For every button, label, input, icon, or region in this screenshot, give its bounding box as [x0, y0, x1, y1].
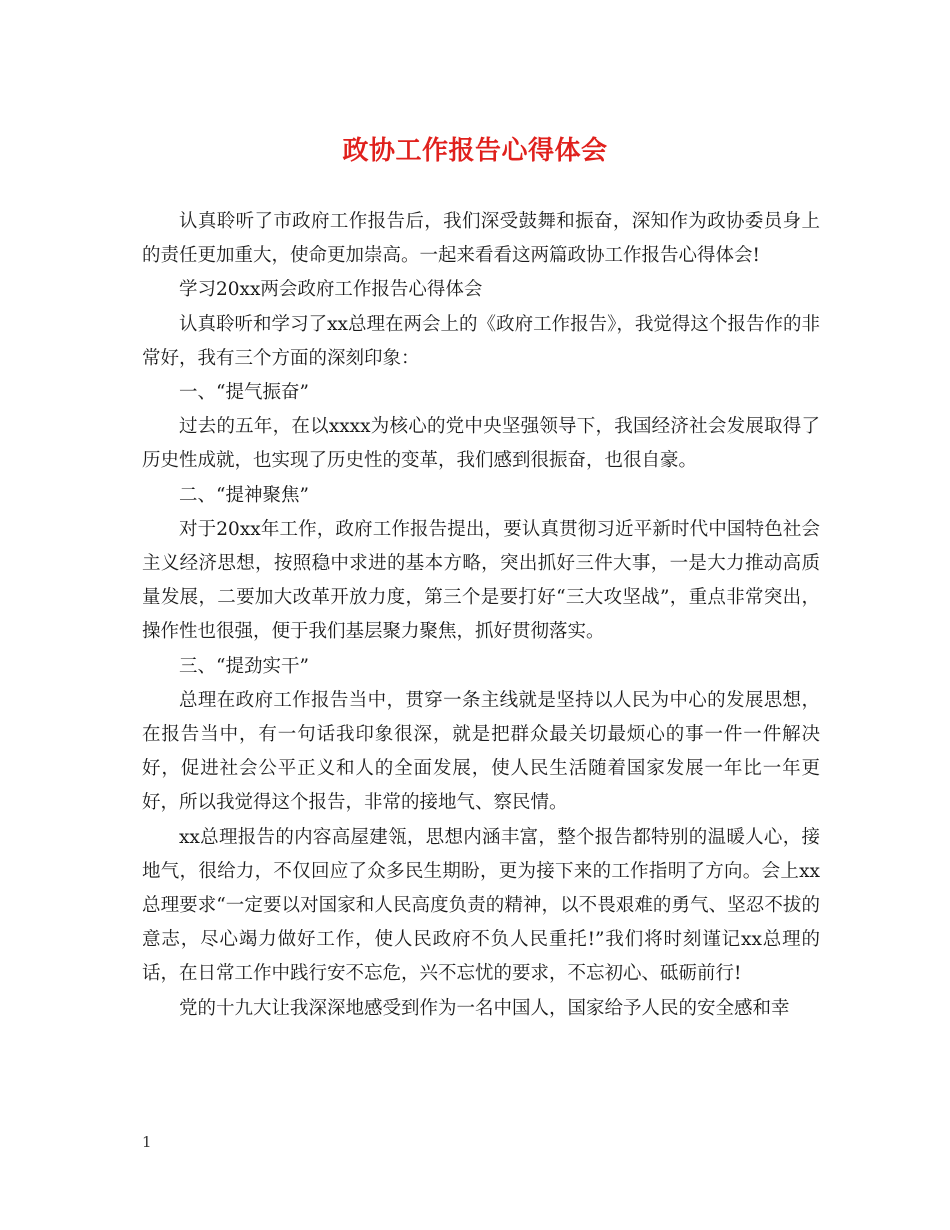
paragraph-premier-report: xx总理报告的内容高屋建瓴，思想内涵丰富，整个报告都特别的温暖人心，接地气，很给力，不仅回应了众多民生期盼，更为接下来的工作指明了方向。会上xx总理要求“一定要以对国家和人民高度负责的精神，以不畏艰难的勇气、坚忍不拔的意志，尽心竭力做好工作，使人民政府不负人民重托!”我们将时刻谨记xx总理的话，在日常工作中践行安不忘危，兴不忘忧的要求，不忘初心、砥砺前行! — [142, 826, 820, 985]
paragraph-intro: 认真聆听了市政府工作报告后，我们深受鼓舞和振奋，深知作为政协委员身上的责任更加重大，使命更加崇高。一起来看看这两篇政协工作报告心得体会! — [142, 211, 820, 267]
document-title: 政协工作报告心得体会 — [342, 136, 608, 166]
paragraph-subtitle: 学习20xx两会政府工作报告心得体会 — [179, 279, 483, 301]
paragraph-opening: 认真聆听和学习了xx总理在两会上的《政府工作报告》，我觉得这个报告作的非常好，我有三个方面的深刻印象： — [142, 313, 820, 369]
section-heading-1: 一、“提气振奋” — [179, 382, 309, 404]
section-heading-2: 二、“提神聚焦” — [179, 484, 309, 506]
section-heading-3: 三、“提劲实干” — [179, 655, 309, 677]
paragraph-congress: 党的十九大让我深深地感受到作为一名中国人，国家给予人民的安全感和幸 — [179, 997, 790, 1019]
paragraph-section-1: 过去的五年，在以xxxx为核心的党中央坚强领导下，我国经济社会发展取得了历史性成就，也实现了历史性的变革，我们感到很振奋，也很自豪。 — [142, 416, 820, 472]
page-number: 1 — [142, 1133, 152, 1151]
paragraph-section-3: 总理在政府工作报告当中，贯穿一条主线就是坚持以人民为中心的发展思想，在报告当中，有一句话我印象很深，就是把群众最关切最烦心的事一件一件解决好，促进社会公平正义和人的全面发展，使人民生活随着国家发展一年比一年更好，所以我觉得这个报告，非常的接地气、察民情。 — [142, 689, 820, 814]
paragraph-section-2: 对于20xx年工作，政府工作报告提出，要认真贯彻习近平新时代中国特色社会主义经济思想，按照稳中求进的基本方略，突出抓好三件大事，一是大力推动高质量发展，二要加大改革开放力度，第三个是要打好“三大攻坚战”，重点非常突出，操作性也很强，便于我们基层聚力聚焦，抓好贯彻落实。 — [142, 518, 820, 643]
document-body — [142, 205, 820, 1026]
